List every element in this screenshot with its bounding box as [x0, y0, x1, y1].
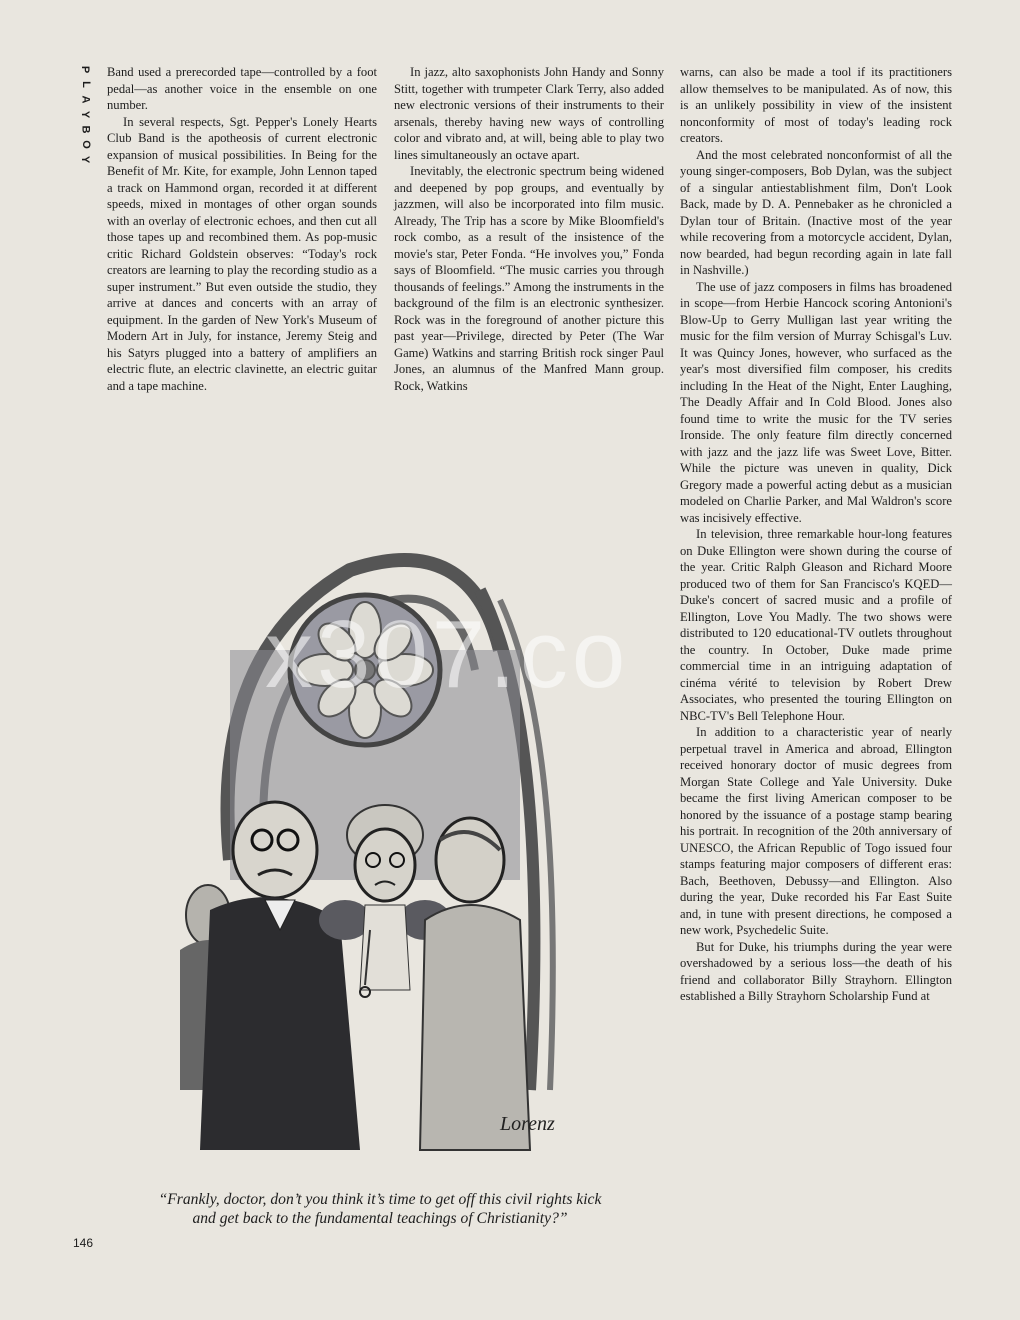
article-column-1	[107, 64, 377, 394]
article-column-2	[394, 64, 664, 394]
paragraph: Inevitably, the electronic spectrum being widened and deepened by pop groups, and eventually by jazzmen, will also be incorporated into film music. Already, The Trip has a score by Mike Bloomfield's rock combo, as a result of the insistence of the movie's star, Peter Fonda. “He involves you,” Fonda says of Bloomfield. “The music carries you through thousands of feelings.” Among the instruments in the background of the film is an electronic synthesizer. Rock was in the foreground of another picture this past year—Privilege, directed by Peter (The War Game) Watkins and starring British rock singer Paul Jones, an alumnus of the Manfred Mann group. Rock, Watkins	[394, 164, 664, 393]
paragraph: In television, three remarkable hour-long features on Duke Ellington were shown during the course of the year. Critic Ralph Gleason and Richard Moore produced two of them for San Francisco's KQED—Duke's concert of sacred music and a profile of Ellington, Love You Madly. The two shows were distributed to 120 educational-TV outlets throughout the country. In October, Duke made prime commercial time in an intriguing adaptation of cinéma vérité to television by Robert Drew Associates, who presented the touring Ellington on NBC-TV's Bell Telephone Hour.	[680, 527, 952, 723]
playboy-vertical-logo	[73, 62, 97, 167]
paragraph: And the most celebrated nonconformist of all the young singer-composers, Bob Dylan, was the subject of a singular antiestablishment film, Don't Look Back, made by D. A. Pennebaker as he chronicled a Dylan tour of Britain. (Inactive most of the year while recovering from a motorcycle accident, Dylan, now bearded, had begun recording again in late fall in Nashville.)	[680, 147, 952, 277]
paragraph: Band used a prerecorded tape—controlled by a foot pedal—as another voice in the ensemble on one number.	[107, 65, 377, 112]
brand-letter: Y	[79, 110, 92, 119]
paragraph: In addition to a characteristic year of nearly perpetual travel in America and abroad, Ellington received honorary doctor of music degrees from Morgan State College and Yale University. Duke became the first living American composer to be honored by the issuance of a postage stamp bearing his portrait. In recognition of the 20th anniversary of UNESCO, the African Republic of Togo issued four stamps featuring major composers of different eras: Bach, Beethoven, Debussy—and Ellington. Also during the year, Duke recorded his Far East Suite and, in tune with present directions, he composed a new work, Psychedelic Suite.	[680, 725, 952, 937]
watermark: x307.co	[265, 601, 630, 708]
brand-letter: A	[79, 95, 92, 104]
paragraph: warns, can also be made a tool if its practitioners allow themselves to be manipulated. As of now, this is an unlikely possibility in view of the insistent nonconformity of most of today's leading rock creators.	[680, 65, 952, 145]
brand-letter: O	[79, 140, 92, 149]
paragraph: But for Duke, his triumphs during the year were overshadowed by a serious loss—the death of his friend and collaborator Billy Strayhorn. Ellington established a Billy Strayhorn Scholarship Fund at	[680, 939, 952, 1003]
page-number: 146	[73, 1236, 94, 1250]
paragraph: The use of jazz composers in films has broadened in scope—from Herbie Hancock scoring Antonioni's Blow-Up to Gerry Mulligan last year writing the music for the film version of Murray Schisgal's Luv. It was Quincy Jones, however, who surfaced as the year's most diversified film composer, his credits including In the Heat of the Night, Enter Laughing, The Deadly Affair and In Cold Blood. Jones also found time to write the music for the TV series Ironside. The only feature film directly concerned with jazz and the jazz life was Sweet Love, Bitter. While the picture was uneven in quality, Dick Gregory made a powerful acting debut as a musician modeled on Charlie Parker, and Mal Waldron's score was incisively effective.	[680, 279, 952, 525]
cartoon-caption: “Frankly, doctor, don’t you think it’s time to get off this civil rights kick and get back to the fundamental teachings of Christianity?”	[158, 1191, 602, 1227]
brand-letter: L	[79, 81, 92, 88]
brand-letter: Y	[79, 155, 92, 164]
brand-letter: P	[79, 65, 92, 74]
article-column-3	[680, 64, 952, 1005]
paragraph: In jazz, alto saxophonists John Handy and Sonny Stitt, together with trumpeter Clark Terry, also added new electronic versions of their instruments to their arsenals, thereby having new ways of controlling color and vibrato and, at will, being able to play two lines simultaneously an octave apart.	[394, 65, 664, 162]
brand-letter: B	[79, 125, 92, 134]
cartoon-illustration	[170, 530, 580, 1170]
paragraph: In several respects, Sgt. Pepper's Lonely Hearts Club Band is the apotheosis of current electronic expansion of musical possibilities. In Being for the Benefit of Mr. Kite, for example, John Lennon taped a track on Hammond organ, recorded it at different speeds, mixed in montages of other organ sounds with an overlay of electronic echoes, and then cut all those tapes up and recombined them. As pop-music critic Richard Goldstein observes: “Today's rock creators are learning to play the recording studio as a super instrument.” But even outside the studio, they arrive at dances and concerts with an array of equipment. In the garden of New York's Museum of Modern Art in July, for instance, Jeremy Steig and his Satyrs plugged into a battery of amplifiers an electric flute, an electric clavinette, an electric guitar and a tape machine.	[107, 114, 377, 393]
artist-signature: Lorenz	[500, 1113, 555, 1135]
